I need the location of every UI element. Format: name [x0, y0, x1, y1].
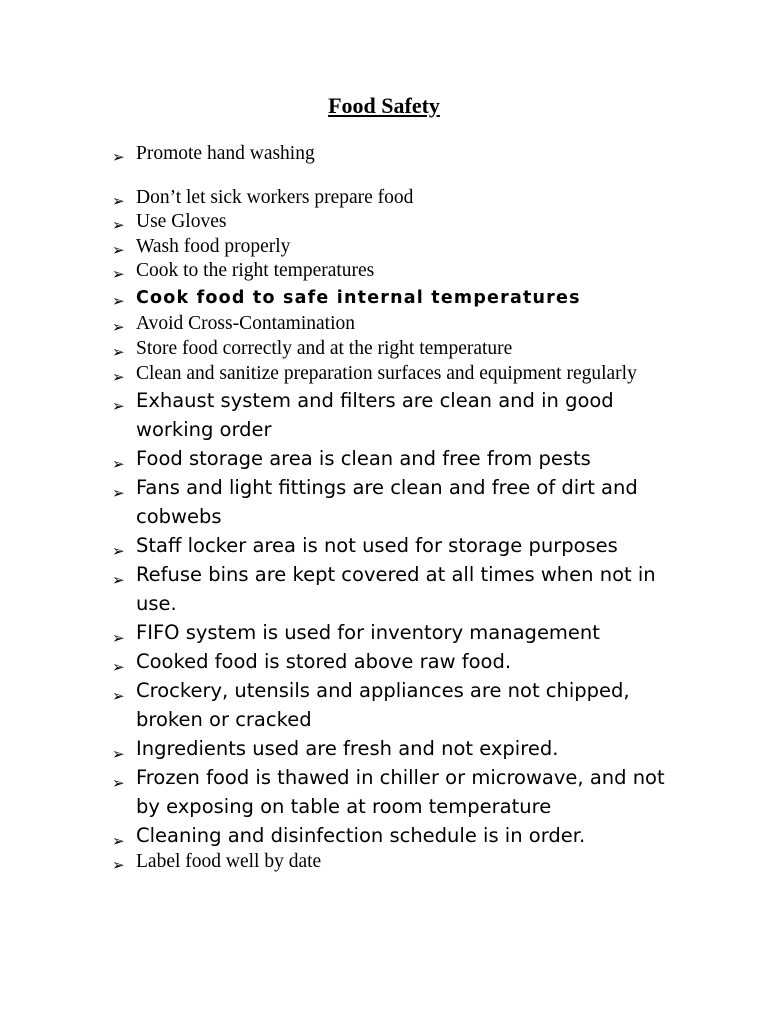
list-item: [112, 363, 637, 385]
list-item-text: Avoid Cross-Contamination: [136, 313, 356, 334]
list-item: [112, 473, 672, 531]
list-item-text: Cooked food is stored above raw food.: [136, 650, 512, 673]
arrow-bullet-icon: ➢: [112, 484, 125, 502]
arrow-bullet-icon: ➢: [112, 318, 125, 336]
arrow-bullet-icon: ➢: [112, 455, 125, 473]
list-item-text: Staff locker area is not used for storage purposes: [136, 534, 618, 557]
page-title: Food Safety: [328, 93, 440, 118]
list-item-text: Cleaning and disinfection schedule is in order.: [136, 824, 586, 847]
arrow-bullet-icon: ➢: [112, 687, 125, 705]
list-item-text: Exhaust system and filters are clean and in good working order: [136, 389, 614, 441]
list-item: [112, 143, 315, 165]
arrow-bullet-icon: ➢: [112, 397, 125, 415]
list-item-text: Promote hand washing: [136, 143, 315, 164]
arrow-bullet-icon: ➢: [112, 774, 125, 792]
list-item-text: Wash food properly: [136, 236, 291, 257]
list-item: [112, 647, 672, 676]
list-item: [112, 260, 374, 282]
list-item-text: Don’t let sick workers prepare food: [136, 187, 414, 208]
list-item-text: Food storage area is clean and free from pests: [136, 447, 591, 470]
arrow-bullet-icon: ➢: [112, 343, 125, 361]
list-item-text: Fans and light fittings are clean and free of dirt and cobwebs: [136, 476, 638, 528]
list-item-text: Ingredients used are fresh and not expired.: [136, 737, 559, 760]
list-item: [112, 444, 672, 473]
arrow-bullet-icon: ➢: [112, 629, 125, 647]
arrow-bullet-icon: ➢: [112, 832, 125, 850]
arrow-bullet-icon: ➢: [112, 658, 125, 676]
list-item-text: Use Gloves: [136, 211, 227, 232]
list-item-text: Cook food to safe internal temperatures: [136, 288, 581, 308]
arrow-bullet-icon: ➢: [112, 571, 125, 589]
arrow-bullet-icon: ➢: [112, 856, 125, 874]
arrow-bullet-icon: ➢: [112, 745, 125, 763]
list-item: [112, 676, 672, 734]
arrow-bullet-icon: ➢: [112, 292, 125, 310]
list-item-text: Clean and sanitize preparation surfaces and equipment regularly: [136, 363, 637, 384]
list-item: [112, 236, 290, 258]
list-item: [112, 531, 672, 560]
arrow-bullet-icon: ➢: [112, 216, 125, 234]
list-item: [112, 187, 413, 209]
list-item-text: Store food correctly and at the right temperature: [136, 338, 513, 359]
list-item: [112, 851, 321, 873]
arrow-bullet-icon: ➢: [112, 148, 125, 166]
list-item: [112, 313, 355, 335]
arrow-bullet-icon: ➢: [112, 368, 125, 386]
list-item: [112, 386, 672, 444]
list-item: [112, 338, 512, 360]
list-item-text: Crockery, utensils and appliances are not chipped, broken or cracked: [136, 679, 630, 731]
list-item: [112, 286, 581, 310]
list-item: [112, 763, 672, 821]
list-item-text: Refuse bins are kept covered at all times when not in use.: [136, 563, 656, 615]
arrow-bullet-icon: ➢: [112, 265, 125, 283]
list-item-text: Frozen food is thawed in chiller or microwave, and not by exposing on table at room temperature: [136, 766, 665, 818]
list-item: [112, 821, 672, 850]
arrow-bullet-icon: ➢: [112, 192, 125, 210]
list-item: [112, 560, 672, 618]
list-item-text: FIFO system is used for inventory management: [136, 621, 600, 644]
list-item: [112, 618, 672, 647]
list-item: [112, 734, 672, 763]
list-item-text: Cook to the right temperatures: [136, 260, 375, 281]
arrow-bullet-icon: ➢: [112, 241, 125, 259]
list-item: [112, 211, 226, 233]
arrow-bullet-icon: ➢: [112, 542, 125, 560]
list-item-text: Label food well by date: [136, 851, 322, 872]
